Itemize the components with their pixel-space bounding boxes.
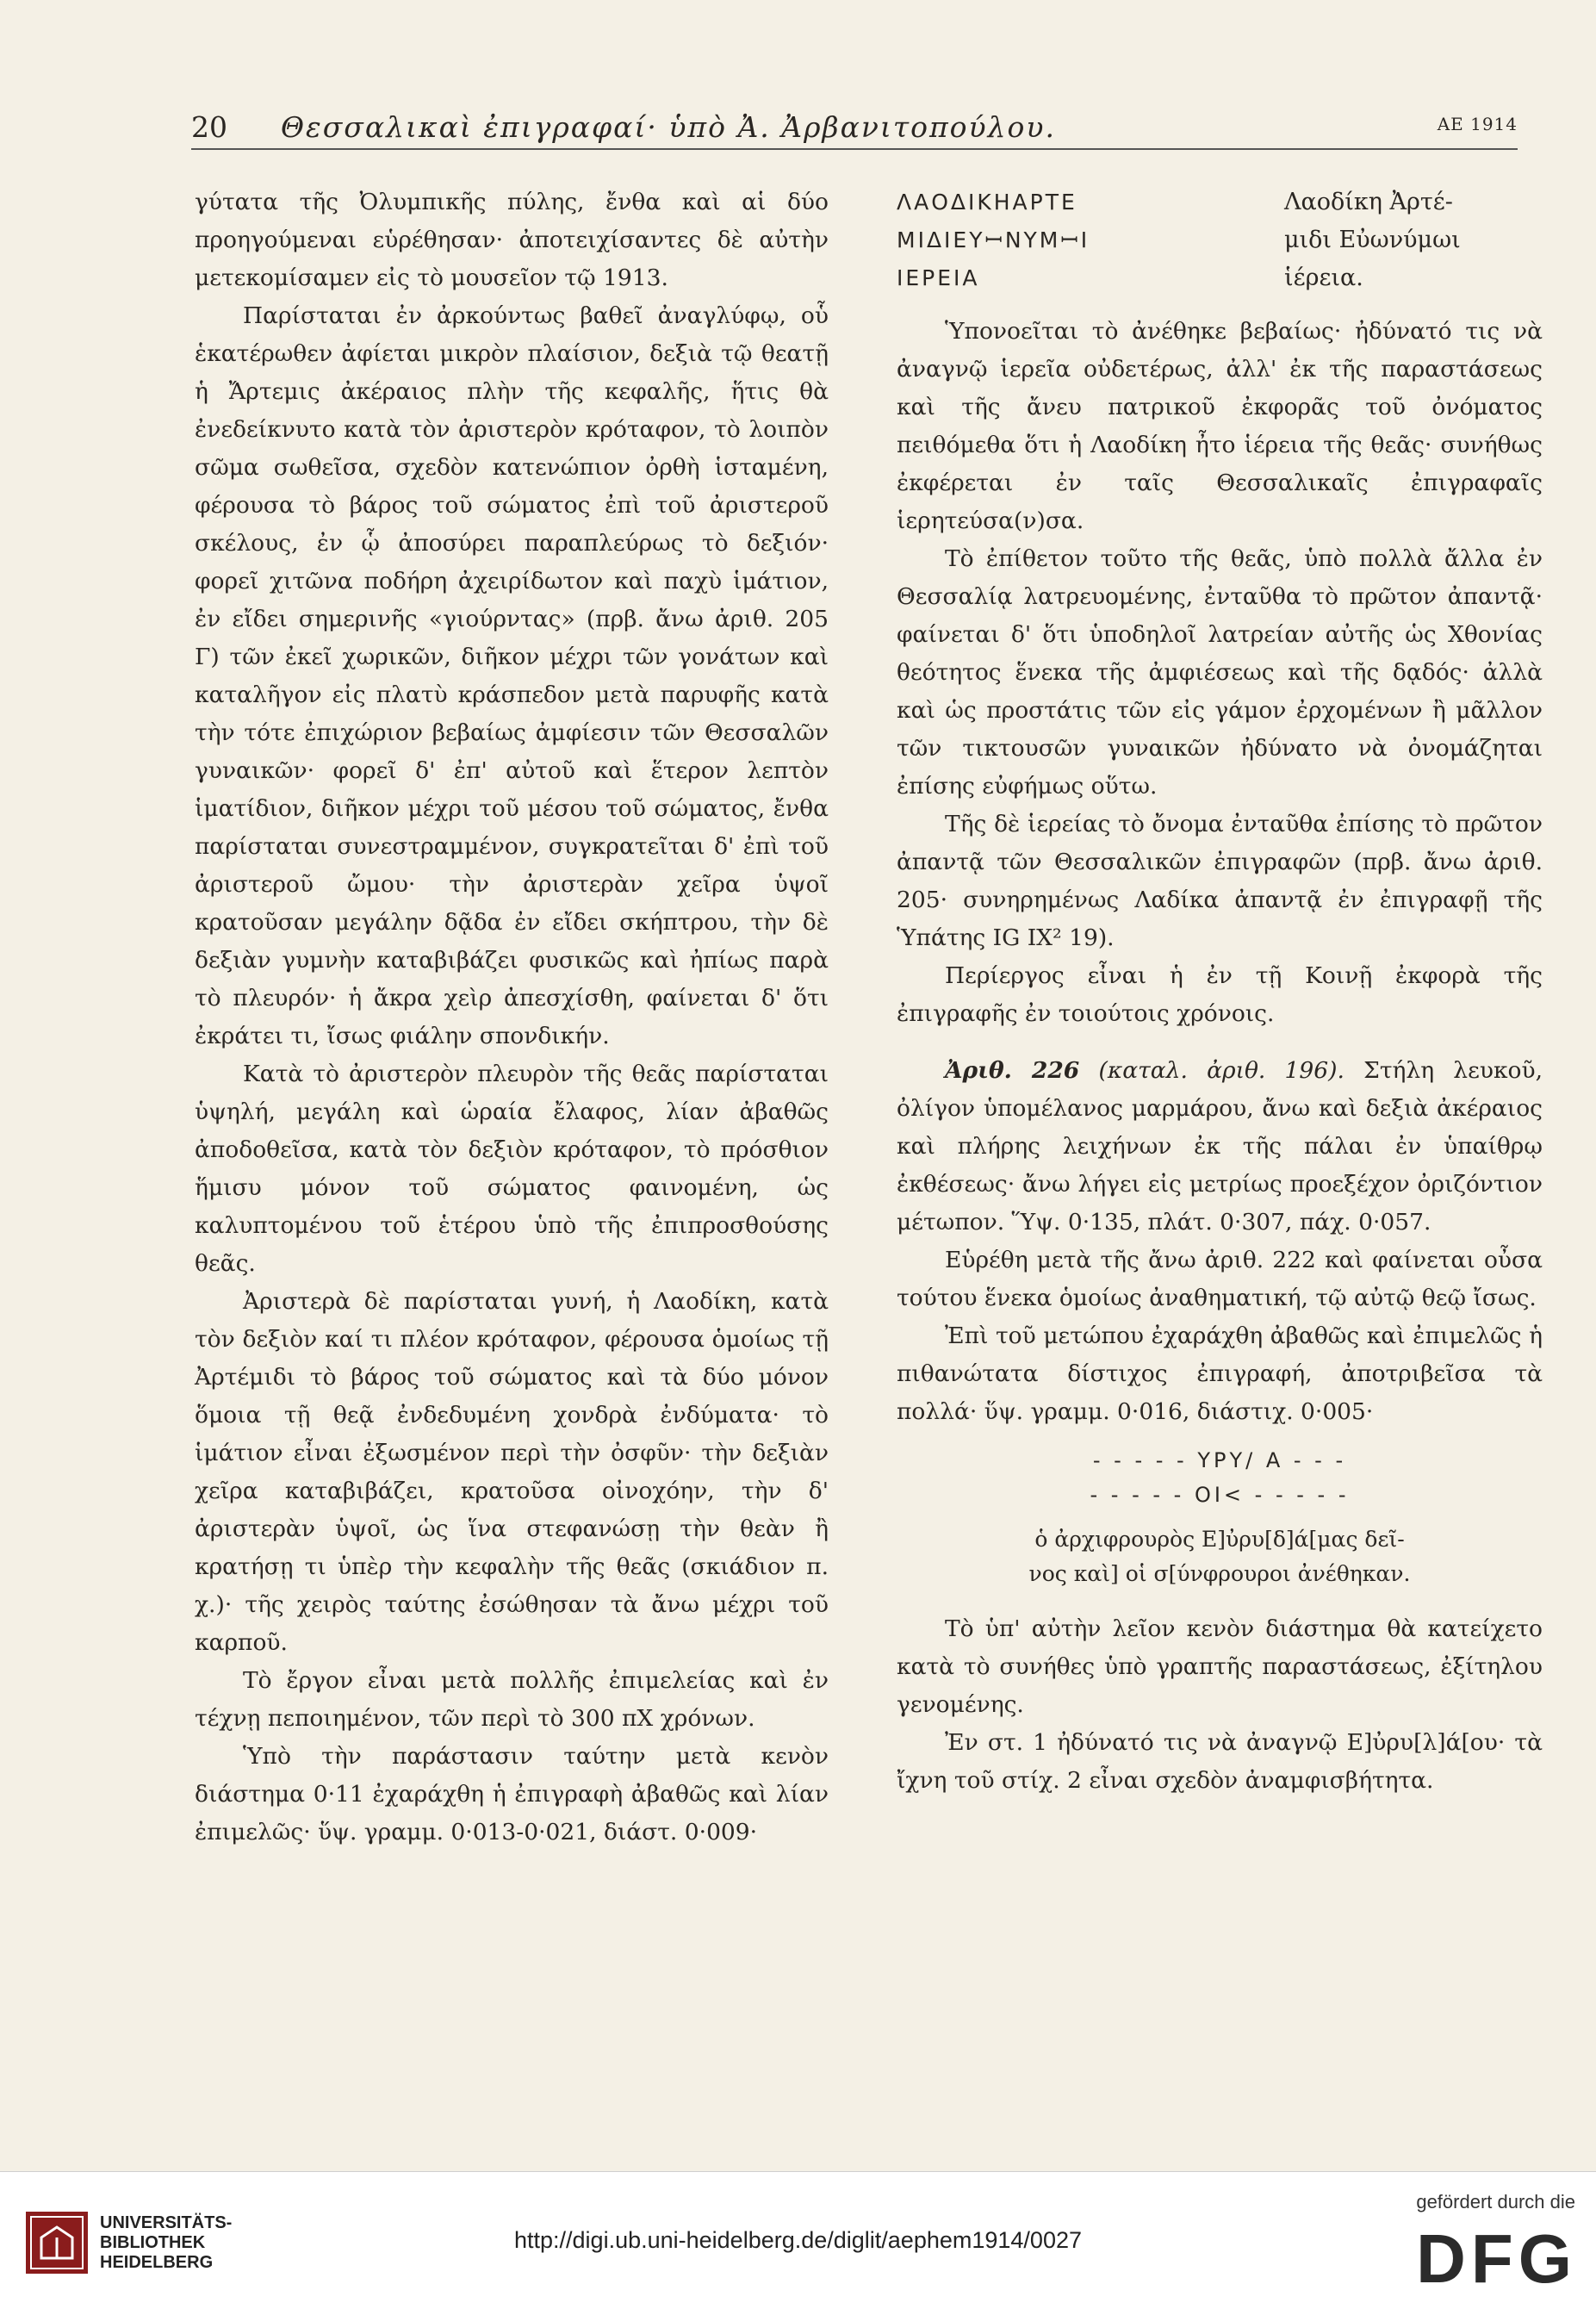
inscription-line: ΙΕΡΕΙΑ: [897, 265, 980, 290]
paragraph: Κατὰ τὸ ἀριστερὸν πλευρὸν τῆς θεᾶς παρίσταται ὑψηλή, μεγάλη καὶ ὡραία ἔλαφος, λίαν ἀβαθῶς ἀποδοθεῖσα, κατὰ τὸν δεξιὸν κρόταφον, τὸ πρόσθιον ἥμισυ μόνον τοῦ σώματος φαινομένη, ὡς καλυπτομένου τοῦ ἑτέρου ὑπὸ τῆς ἐπιπροσθούσης θεᾶς.: [195, 1061, 829, 1277]
funding-note: gefördert durch die: [1416, 2191, 1575, 2213]
paragraph: Παρίσταται ἐν ἀρκούντως βαθεῖ ἀναγλύφῳ, οὗ ἑκατέρωθεν ἀφίεται μικρὸν πλαίσιον, δεξιὰ τῷ θεατῇ ἡ Ἄρτεμις ἀκέραιος πλὴν τῆς κεφαλῆς, ἥτις θὰ ἐνεδείκνυτο κατὰ τὸν ἀριστερὸν κρόταφον, τὸ λοιπὸν σῶμα σωθεῖσα, σχεδὸν κατενώπιον ὀρθὴ ἱσταμένη, φέρουσα τὸ βάρος τοῦ σώματος ἐπὶ τοῦ ἀριστεροῦ σκέλους, ἐν ᾧ ἀποσύρει παραπλεύρως τὸ δεξιόν· φορεῖ χιτῶνα ποδήρη ἀχειρίδωτον καὶ παχὺ ἱμάτιον, ἐν εἴδει σημερινῆς «γιούρντας» (πρβ. ἄνω ἀριθ. 205 Γ) τῶν ἐκεῖ χωρικῶν, διῆκον μέχρι τῶν γονάτων καὶ καταλῆγον εἰς πλατὺ κράσπεδον μετὰ παρυφῆς κατὰ τὴν τότε ἐπιχώριον βεβαίως ἀμφίεσιν τῶν Θεσσαλῶν γυναικῶν· φορεῖ δ' ἐπ' αὐτοῦ καὶ ἕτερον λεπτὸν ἱματίδιον, διῆκον μέχρι τοῦ μέσου τοῦ σώματος, ἔνθα παρίσταται συνεστραμμένον, συγκρατεῖται δ' ἐπὶ τοῦ ἀριστεροῦ ὤμου· τὴν ἀριστερὰν χεῖρα ὑψοῖ κρατοῦσαν μεγάλην δᾷδα ἐν εἴδει σκήπτρου, τὴν δὲ δεξιὰν γυμνὴν καταβιβάζει φυσικῶς καὶ ἠπίως παρὰ τὸ πλευρόν· ἡ ἄκρα χεὶρ ἀπεσχίσθη, φαίνεται δ' ὅτι ἐκράτει τι, ἴσως φιάλην σπονδικήν.: [195, 302, 829, 1049]
fragment-line: - - - - - ΟΙ< - - - - -: [1090, 1483, 1350, 1507]
journal-label: ΑΕ 1914: [1437, 114, 1518, 134]
library-logo-line: BIBLIOTHEK: [100, 2233, 206, 2252]
paragraph: Εὑρέθη μετὰ τῆς ἄνω ἀριθ. 222 καὶ φαίνεται οὖσα τούτου ἕνεκα ὁμοίως ἀναθηματική, τῷ αὐτῷ θεῷ ἴσως.: [897, 1247, 1543, 1311]
paragraph: Ἀριστερὰ δὲ παρίσταται γυνή, ἡ Λαοδίκη, κατὰ τὸν δεξιὸν καί τι πλέον κρόταφον, φέρουσα ὁμοίως τῇ Ἀρτέμιδι τὸ βάρος τοῦ σώματος καὶ τὰ δύο μόνον ὅμοια τῇ θεᾷ ἐνδεδυμένη χονδρὰ ἐνδύματα· τὸ ἱμάτιον εἶναι ἐξωσμένον περὶ τὴν ὀσφῦν· τὴν δεξιὰν χεῖρα καταβιβάζει, κρατοῦσα οἰνοχόην, τὴν δ' ἀριστερὰν ὑψοῖ, ὡς ἵνα στεφανώσῃ τὴν θεὰν ἢ κρατήσῃ τι ὑπὲρ τὴν κεφαλὴν τῆς θεᾶς (σκιάδιον π. χ.)· τῆς χειρὸς ταύτης ἐσώθησαν τὰ ἄνω μέχρι τοῦ καρποῦ.: [195, 1288, 829, 1656]
paragraph: Ὑπονοεῖται τὸ ἀνέθηκε βεβαίως· ἠδύνατό τις νὰ ἀναγνῷ ἱερεῖα οὐδετέρως, ἀλλ' ἐκ τῆς παραστάσεως καὶ τῆς ἄνευ πατρικοῦ ἐκφορᾶς τοῦ ὀνόματος πειθόμεθα ὅτι ἡ Λαοδίκη ἦτο ἱέρεια τῆς θεᾶς· συνήθως ἐκφέρεται ἐν ταῖς Θεσσαλικαῖς ἐπιγραφαῖς ἱερητεύσα(ν)σα.: [897, 318, 1543, 534]
paragraph: Τὸ ὑπ' αὐτὴν λεῖον κενὸν διάστημα θὰ κατείχετο κατὰ τὸ συνήθες ὑπὸ γραπτῆς παραστάσεως, ἐξίτηλου γενομένης.: [897, 1615, 1543, 1718]
library-logo-line: HEIDELBERG: [100, 2253, 214, 2272]
fragment-line: - - - - - ΥΡΥ/ Α - - -: [1092, 1448, 1347, 1472]
inscription-transcription: [1284, 184, 1543, 297]
section-text: Στήλη λευκοῦ, ὀλίγον ὑπομέλανος μαρμάρου, ἄνω καὶ δεξιὰ ἀκέραιος καὶ πλήρης λειχήνων ἐκ τῆς πάλαι ἐν ὑπαίθρῳ ἐκθέσεως· ἄνω λήγει εἰς μετρίως προεξέχον ὀριζόντιον μέτωπον. Ὕψ. 0·135, πλάτ. 0·307, πάχ. 0·057.: [897, 1057, 1543, 1235]
restoration-line: ὁ ἀρχιφρουρὸς Ε]ὐρυ[δ]ά[μας δεῖ-: [1034, 1527, 1405, 1552]
paragraph: Ὑπὸ τὴν παράστασιν ταύτην μετὰ κενὸν διάστημα 0·11 ἐχαράχθη ἡ ἐπιγραφὴ ἀβαθῶς καὶ λίαν ἐπιμελῶς· ὕψ. γραμμ. 0·013-0·021, διάστ. 0·009·: [195, 1743, 829, 1845]
paragraph: Ἐπὶ τοῦ μετώπου ἐχαράχθη ἀβαθῶς καὶ ἐπιμελῶς ἡ πιθανώτατα δίστιχος ἐπιγραφή, ἀποτριβεῖσα τὰ πολλά· ὕψ. γραμμ. 0·016, διάστιχ. 0·005·: [897, 1323, 1543, 1425]
inscription-line: ΜΙΔΙΕΥꟷΝΥΜꟷΙ: [897, 227, 1090, 252]
section-heading: Ἀριθ. 226: [945, 1057, 1080, 1084]
paragraph: γύτατα τῆς Ὀλυμπικῆς πύλης, ἔνθα καὶ αἱ δύο προηγούμεναι εὑρέθησαν· ἀποτειχίσαντες δὲ αὐτὴν μετεκομίσαμεν εἰς τὸ μουσεῖον τῷ 1913.: [195, 189, 829, 291]
right-column: [897, 184, 1543, 1800]
paragraph: Περίεργος εἶναι ἡ ἐν τῇ Κοινῇ ἐκφορὰ τῆς ἐπιγραφῆς ἐν τοιούτοις χρόνοις.: [897, 962, 1543, 1027]
section-226: [897, 1052, 1543, 1242]
paragraph: Ἐν στ. 1 ἠδύνατό τις νὰ ἀναγνῷ Ε]ὐρυ[λ]ά[ου· τὰ ἴχνη τοῦ στίχ. 2 εἶναι σχεδὸν ἀναμφισβήτητα.: [897, 1729, 1543, 1794]
inscription-restoration: [897, 1522, 1543, 1591]
permalink-url[interactable]: http://digi.ub.uni-heidelberg.de/diglit/aephem1914/0027: [514, 2227, 1082, 2253]
transcription-line: Λαοδίκη Ἀρτέ-: [1284, 189, 1453, 215]
page-number: 20: [191, 110, 227, 144]
inscription-laodike: [897, 184, 1543, 297]
restoration-line: νος καὶ] οἱ σ[ύνφρουροι ἀνέθηκαν.: [1028, 1561, 1411, 1586]
paragraph: Τῆς δὲ ἱερείας τὸ ὄνομα ἐνταῦθα ἐπίσης τὸ πρῶτον ἀπαντᾷ τῶν Θεσσαλικῶν ἐπιγραφῶν (πρβ. ἄνω ἀριθ. 205· συνηρημένως Λαδίκα ἀπαντᾷ ἐν ἐπιγραφῇ τῆς Ὑπάτης IG IX² 19).: [897, 811, 1543, 951]
digitization-footer: [0, 2171, 1596, 2309]
transcription-line: ἱέρεια.: [1284, 265, 1363, 291]
inscription-line: ΛΑΟΔΙΚΗΑΡΤΕ: [897, 190, 1077, 215]
library-logo-line: UNIVERSITÄTS-: [100, 2213, 233, 2232]
dfg-logo[interactable]: DFG: [1416, 2220, 1577, 2297]
inscription-text: [897, 184, 1090, 297]
inscription-fragment: [897, 1443, 1543, 1512]
catalog-ref: (καταλ. ἀριθ. 196).: [1098, 1057, 1344, 1084]
paragraph: Τὸ ἔργον εἶναι μετὰ πολλῆς ἐπιμελείας καὶ ἐν τέχνῃ πεποιημένον, τῶν περὶ τὸ 300 πΧ χρόνων.: [195, 1667, 829, 1732]
left-column: [195, 184, 829, 1852]
transcription-line: μιδι Εὐωνύμωι: [1284, 227, 1461, 253]
running-title: Θεσσαλικαὶ ἐπιγραφαί· ὑπὸ Ἀ. Ἀρβανιτοπούλου.: [281, 110, 1056, 144]
paragraph: Τὸ ἐπίθετον τοῦτο τῆς θεᾶς, ὑπὸ πολλὰ ἄλλα ἐν Θεσσαλίᾳ λατρευομένης, ἐνταῦθα τὸ πρῶτον ἀπαντᾷ· φαίνεται δ' ὅτι ὑποδηλοῖ λατρείαν αὐτῆς ὡς Χθονίας θεότητος ἕνεκα τῆς ἀμφιέσεως καὶ τῆς δᾳδός· ἀλλὰ καὶ ὡς προστάτις τῶν εἰς γάμον ἐρχομένων ἢ μᾶλλον τῶν τικτουσῶν γυναικῶν ἠδύνατο νὰ ὀνομάζηται ἐπίσης εὐφήμως οὕτω.: [897, 545, 1543, 800]
running-header: [191, 110, 1518, 150]
